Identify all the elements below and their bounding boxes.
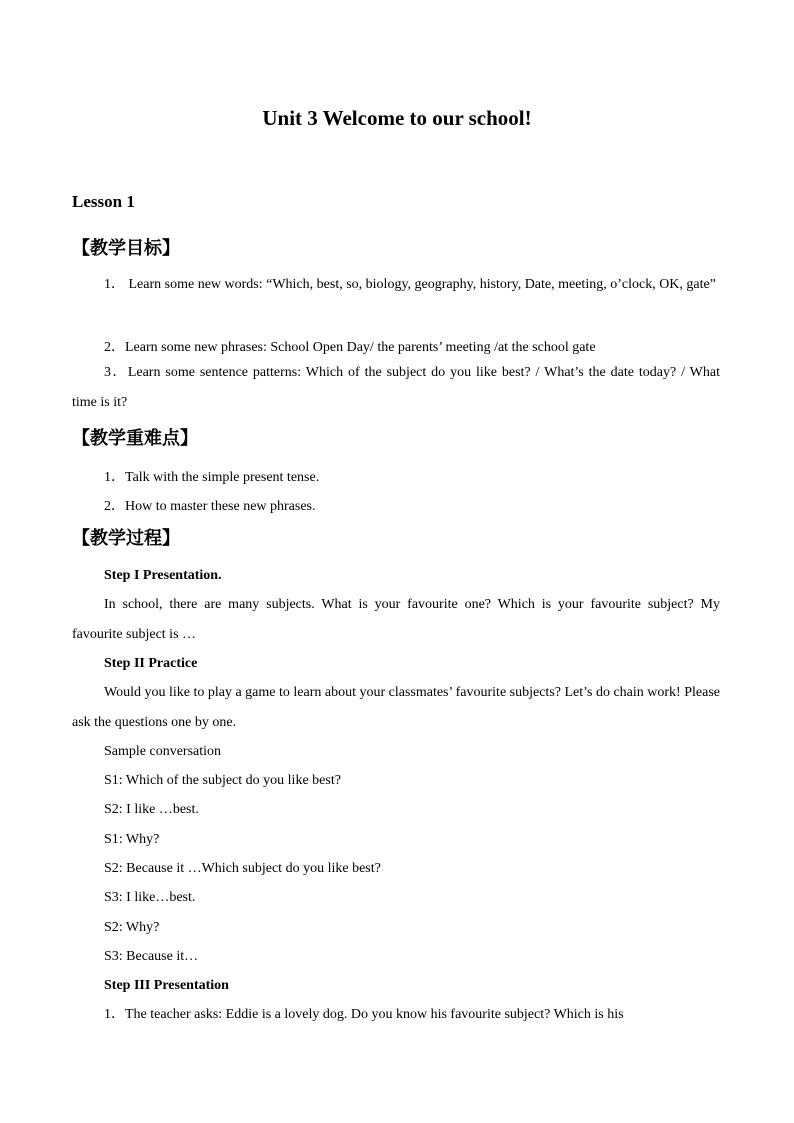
sample-conversation-label: Sample conversation xyxy=(104,744,222,759)
conversation-line: S1: Which of the subject do you like best? xyxy=(104,773,341,788)
objective-3: 3．Learn some sentence patterns: Which of the subject do you like best? / What’s the date today? / What time is it? xyxy=(72,365,720,410)
lesson-heading: Lesson 1 xyxy=(72,192,135,211)
conversation-line: S2: Because it …Which subject do you like best? xyxy=(104,861,381,876)
key-point-1: 1．Talk with the simple present tense. xyxy=(104,470,320,485)
step-2-heading: Step II Practice xyxy=(104,656,198,671)
document-title: Unit 3 Welcome to our school! xyxy=(262,106,532,130)
conversation-line: S3: I like…best. xyxy=(104,890,196,905)
step-1-text: In school, there are many subjects. What is your favourite one? Which is your favourite subject? My favourite subject is … xyxy=(72,597,720,642)
section-objectives: 【教学目标】 xyxy=(72,238,180,259)
step-2-text: Would you like to play a game to learn about your classmates’ favourite subjects? Let’s do chain work! Please ask the questions one by one. xyxy=(72,685,720,730)
key-point-2: 2．How to master these new phrases. xyxy=(104,499,316,514)
objective-2: 2．Learn some new phrases: School Open Day/ the parents’ meeting /at the school gate xyxy=(104,340,596,355)
step-3-heading: Step III Presentation xyxy=(104,978,229,993)
section-process: 【教学过程】 xyxy=(72,528,180,549)
conversation-line: S2: I like …best. xyxy=(104,802,199,817)
step-1-heading: Step I Presentation. xyxy=(104,568,222,583)
objective-1: 1． Learn some new words: “Which, best, so, biology, geography, history, Date, meeting, o’clock, OK, gate” xyxy=(104,277,716,292)
step-3-text: 1．The teacher asks: Eddie is a lovely dog. Do you know his favourite subject? Which is his xyxy=(104,1007,624,1022)
conversation-line: S1: Why? xyxy=(104,832,160,847)
conversation-line: S3: Because it… xyxy=(104,949,199,964)
section-key-points: 【教学重难点】 xyxy=(72,428,198,449)
conversation-line: S2: Why? xyxy=(104,920,160,935)
